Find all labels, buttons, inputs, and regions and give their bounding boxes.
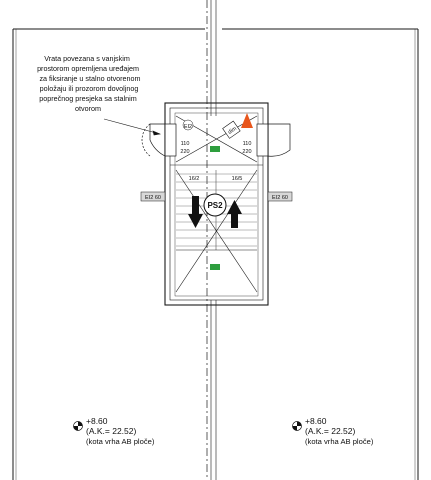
- note-leader: [104, 119, 160, 135]
- center-axis: [207, 0, 216, 480]
- elevation-marker-left: [74, 422, 83, 431]
- elevation-left-desc: (kota vrha AB ploče): [86, 437, 155, 446]
- smoke-label: dim: [227, 125, 238, 136]
- note-line-1: Vrata povezana s vanjskim: [44, 54, 130, 63]
- door-right: [257, 124, 290, 156]
- exit-sign-lower: [210, 264, 220, 270]
- exit-sign-upper: [210, 146, 220, 152]
- elevation-left-value: +8.60: [86, 416, 108, 426]
- wall-tag-right: EI2 60: [272, 195, 288, 201]
- door-left-height: 220: [180, 149, 190, 155]
- elevation-left-level: (A.K.= 22.52): [86, 426, 137, 436]
- elevation-right-value: +8.60: [305, 416, 327, 426]
- stair-dim-right: 16/5: [231, 176, 243, 182]
- door-left-width: 110: [180, 141, 190, 147]
- badge-left-top: EI2: [183, 124, 193, 130]
- note-line-2: prostorom opremljena uređajem: [37, 64, 139, 73]
- door-right-width: 110: [242, 141, 252, 147]
- elevation-marker-right: [293, 422, 302, 431]
- stair-id: PS2: [207, 201, 223, 210]
- wall-tag-left: EI2 60: [145, 195, 161, 201]
- wall-rating-tags: [141, 120, 292, 201]
- elevation-right-desc: (kota vrha AB ploče): [305, 437, 374, 446]
- alarm-marker: [223, 113, 253, 138]
- stair-dim-left: 16/2: [188, 176, 200, 182]
- door-left: [142, 124, 176, 156]
- elevation-right-level: (A.K.= 22.52): [305, 426, 356, 436]
- note-line-6: otvorom: [75, 104, 101, 113]
- note-line-3: za fiksiranje u stalno otvorenom: [39, 74, 141, 83]
- note-line-4: položaju ili prozorom dovoljnog: [39, 84, 139, 93]
- note-line-5: poprečnog presjeka sa stalnim: [39, 94, 137, 103]
- door-right-height: 220: [242, 149, 252, 155]
